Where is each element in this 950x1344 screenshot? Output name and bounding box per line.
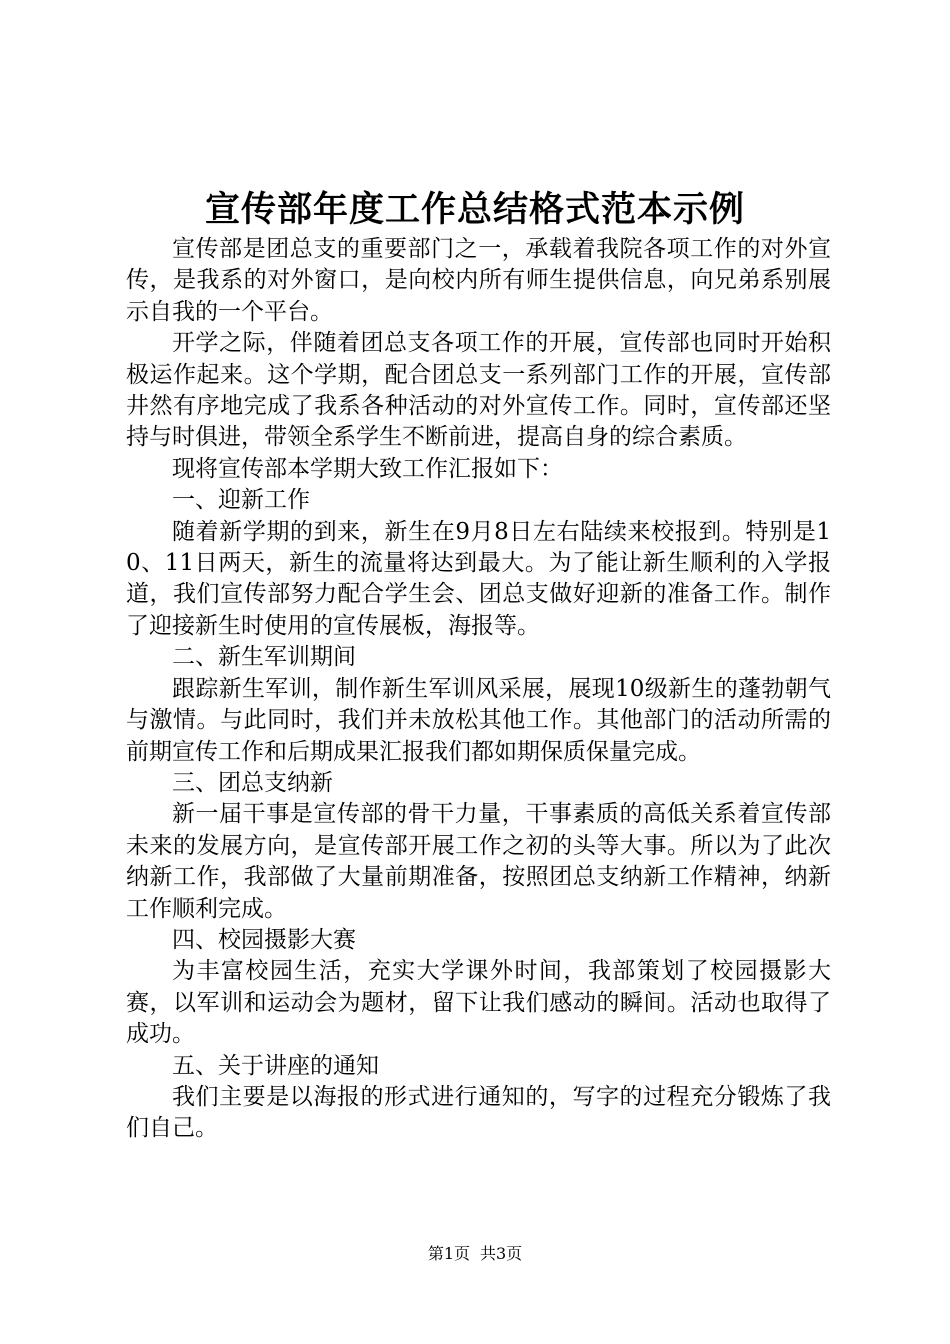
paragraph: 开学之际，伴随着团总支各项工作的开展，宣传部也同时开始积极运作起来。这个学期，配合团总支一系列部门工作的开展，宣传部井然有序地完成了我系各种活动的对外宣传工作。同时，宣传部还坚持与时俱进，带领全系学生不断前进，提高自身的综合素质。	[126, 330, 831, 451]
document-body	[126, 234, 831, 1145]
page-number: 第1页	[427, 1244, 470, 1263]
paragraph: 跟踪新生军训，制作新生军训风采展，展现10级新生的蓬勃朝气与激情。与此同时，我们并未放松其他工作。其他部门的活动所需的前期宣传工作和后期成果汇报我们都如期保质保量完成。	[126, 675, 831, 765]
paragraph: 为丰富校园生活，充实大学课外时间，我部策划了校园摄影大赛，以军训和运动会为题材，留下让我们感动的瞬间。活动也取得了成功。	[126, 958, 831, 1048]
paragraph: 宣传部是团总支的重要部门之一，承载着我院各项工作的对外宣传，是我系的对外窗口，是向校内所有师生提供信息，向兄弟系别展示自我的一个平台。	[126, 236, 831, 325]
page-total: 共3页	[480, 1244, 523, 1263]
section-heading: 一、迎新工作	[172, 487, 310, 514]
paragraph: 新一届干事是宣传部的骨干力量，干事素质的高低关系着宣传部未来的发展方向，是宣传部开展工作之初的头等大事。所以为了此次纳新工作，我部做了大量前期准备，按照团总支纳新工作精神，纳新工作顺利完成。	[126, 801, 831, 922]
section-heading: 三、团总支纳新	[172, 769, 333, 796]
paragraph: 随着新学期的到来，新生在9月8日左右陆续来校报到。特别是10、11日两天，新生的流量将达到最大。为了能让新生顺利的入学报道，我们宣传部努力配合学生会、团总支做好迎新的准备工作。制作了迎接新生时使用的宣传展板，海报等。	[126, 518, 831, 639]
paragraph: 我们主要是以海报的形式进行通知的，写字的过程充分锻炼了我们自己。	[126, 1083, 831, 1142]
report-intro: 现将宣传部本学期大致工作汇报如下：	[172, 455, 563, 482]
document-title: 宣传部年度工作总结格式范本示例	[204, 189, 745, 230]
section-heading: 四、校园摄影大赛	[172, 926, 356, 953]
page-footer	[0, 1243, 950, 1265]
section-heading: 二、新生军训期间	[172, 644, 356, 671]
section-heading: 五、关于讲座的通知	[172, 1052, 379, 1079]
